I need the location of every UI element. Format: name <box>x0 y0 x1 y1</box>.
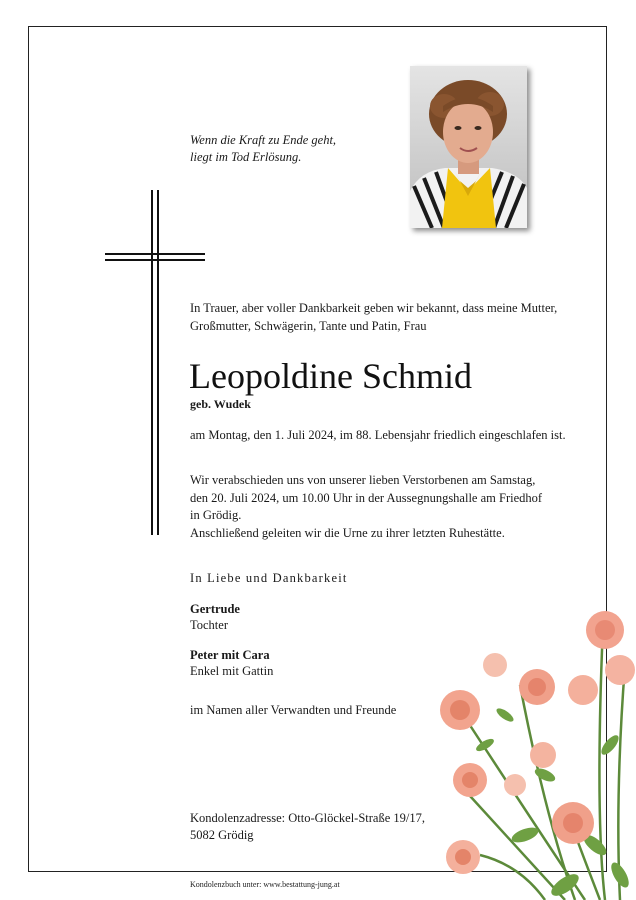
funeral-line-4: Anschließend geleiten wir die Urne zu ihrer letzten Ruhestätte. <box>190 525 505 540</box>
funeral-line-3: in Grödig. <box>190 508 242 522</box>
mourner-name: Peter mit Cara <box>190 648 270 662</box>
mourner-relation: Enkel mit Gattin <box>190 664 274 678</box>
mourner-name: Gertrude <box>190 602 240 616</box>
motto-line-2: liegt im Tod Erlösung. <box>190 150 302 164</box>
address-line-2: 5082 Grödig <box>190 828 254 842</box>
motto-line-1: Wenn die Kraft zu Ende geht, <box>190 133 337 147</box>
intro-line-2: Großmutter, Schwägerin, Tante und Patin, Frau <box>190 319 427 333</box>
funeral-info <box>190 472 542 542</box>
condolence-address <box>190 810 425 844</box>
intro-line-1: In Trauer, aber voller Dankbarkeit geben wir bekannt, dass meine Mutter, <box>190 301 558 315</box>
address-line-1: Kondolenzadresse: Otto-Glöckel-Straße 19/17, <box>190 811 426 825</box>
intro-text <box>190 299 570 335</box>
rose-bouquet-image <box>425 595 636 900</box>
footer-condolence-book: Kondolenzbuch unter: www.bestattung-jung.at <box>190 880 340 889</box>
maiden-name: geb. Wudek <box>190 397 251 411</box>
funeral-line-2: den 20. Juli 2024, um 10.00 Uhr in der Aussegnungshalle am Friedhof <box>190 490 543 505</box>
relatives-note: im Namen aller Verwandten und Freunde <box>190 703 397 717</box>
motto <box>190 132 336 166</box>
funeral-line-1: Wir verabschieden uns von unserer lieben Verstorbenen am Samstag, <box>190 473 536 487</box>
portrait-photo <box>410 66 527 228</box>
mourner-entry <box>190 647 273 679</box>
mourner-entry <box>190 601 240 633</box>
closing-phrase: In Liebe und Dankbarkeit <box>190 571 348 585</box>
deceased-name: Leopoldine Schmid <box>189 356 472 396</box>
mourner-relation: Tochter <box>190 618 228 632</box>
death-notice: am Montag, den 1. Juli 2024, im 88. Lebensjahr friedlich eingeschlafen ist. <box>190 428 566 442</box>
